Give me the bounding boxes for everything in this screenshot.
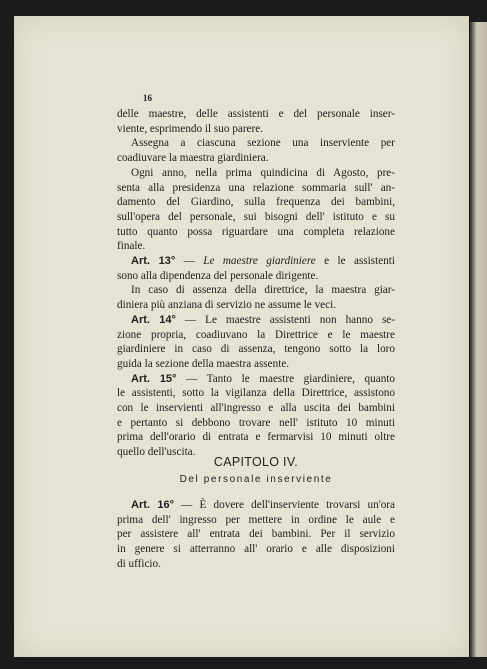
text-line: prima dell'orario di entrata e fermarvisi 10 minuti oltre: [117, 431, 395, 444]
article-13-paragraph-2: [117, 283, 395, 312]
text-line: viente, esprimendo il suo parere.: [117, 122, 264, 135]
page-number: 16: [143, 93, 152, 103]
article-15: [117, 372, 395, 460]
text-line: sono alla dipendenza del personale dirigente.: [117, 269, 319, 282]
text-fragment: — Le maestre assistenti non hanno se-: [175, 313, 395, 326]
text-line: guida la sezione della maestra assente.: [117, 357, 290, 370]
text-line: senta alla presidenza una relazione sommaria sull' an-: [117, 181, 395, 194]
text-line: delle maestre, delle assistenti e del personale inser-: [117, 108, 395, 120]
text-line: coadiuvare la maestra giardiniera.: [117, 152, 269, 165]
chapter-subtitle: Del personale inserviente: [179, 474, 333, 485]
text-line: prima dell' ingresso per mettere in ordine le aule e: [117, 513, 395, 526]
text-fragment: — Tanto le maestre giardiniere, quanto: [176, 372, 395, 385]
text-line: in genere si atterranno all' orario e alle disposizioni: [117, 543, 395, 556]
paragraph-3: [117, 166, 395, 254]
text-line: [117, 254, 395, 269]
body-text-top: [117, 107, 395, 460]
text-line: Ogni anno, nella prima quindicina di Agosto, pre-: [131, 166, 395, 179]
text-line: tutto quanto possa riguardare una completa relazione: [117, 225, 395, 238]
text-fragment: e le assistenti: [315, 255, 396, 268]
text-fragment: — È dovere dell'inserviente trovarsi un'ora: [174, 499, 396, 511]
text-line: [117, 372, 395, 387]
page-edge: [470, 22, 487, 657]
body-text-bottom: [117, 498, 395, 572]
text-line: di ufficio.: [117, 557, 161, 570]
paragraph-2: [117, 136, 395, 165]
text-line: damento del Giardino, sulla frequenza dei bambini,: [117, 196, 395, 209]
dash: —: [175, 255, 204, 268]
paragraph-1: [117, 107, 395, 136]
text-line: zione propria, coadiuvano la Direttrice e le maestre: [117, 328, 395, 341]
text-line: con le inservienti all'ingresso e alla uscita dei bambini: [117, 402, 395, 415]
text-line: [117, 313, 395, 328]
article-16: [117, 498, 395, 572]
article-label: Art. 16°: [131, 499, 175, 511]
text-line: In caso di assenza della direttrice, la maestra giar-: [131, 284, 395, 297]
article-label: Art. 13°: [131, 255, 176, 268]
text-line: e pertanto si debbono trovare nell' istituto 10 minuti: [117, 416, 395, 429]
text-line: finale.: [117, 240, 146, 253]
text-line: giardiniere in caso di assenza, tengono sotto la loro: [117, 343, 395, 356]
italic-text: Le maestre giardiniere: [203, 255, 316, 268]
text-line: le assistenti, sotto la vigilanza della Direttrice, assistono: [117, 387, 395, 400]
text-line: Assegna a ciascuna sezione una inserviente per: [131, 137, 395, 150]
text-line: quello dell'uscita.: [117, 446, 196, 459]
article-label: Art. 15°: [131, 372, 177, 385]
text-line: per assistere all' entrata dei bambini. Per il servizio: [117, 528, 395, 541]
article-label: Art. 14°: [131, 313, 176, 326]
text-line: [117, 498, 395, 513]
article-13: [117, 254, 395, 283]
chapter-title: CAPITOLO IV.: [213, 455, 299, 469]
text-line: diniera più anziana di servizio ne assume le veci.: [117, 299, 337, 312]
article-14: [117, 313, 395, 372]
text-line: sull'opera del personale, sui bisogni dell' istituto e su: [117, 210, 395, 223]
